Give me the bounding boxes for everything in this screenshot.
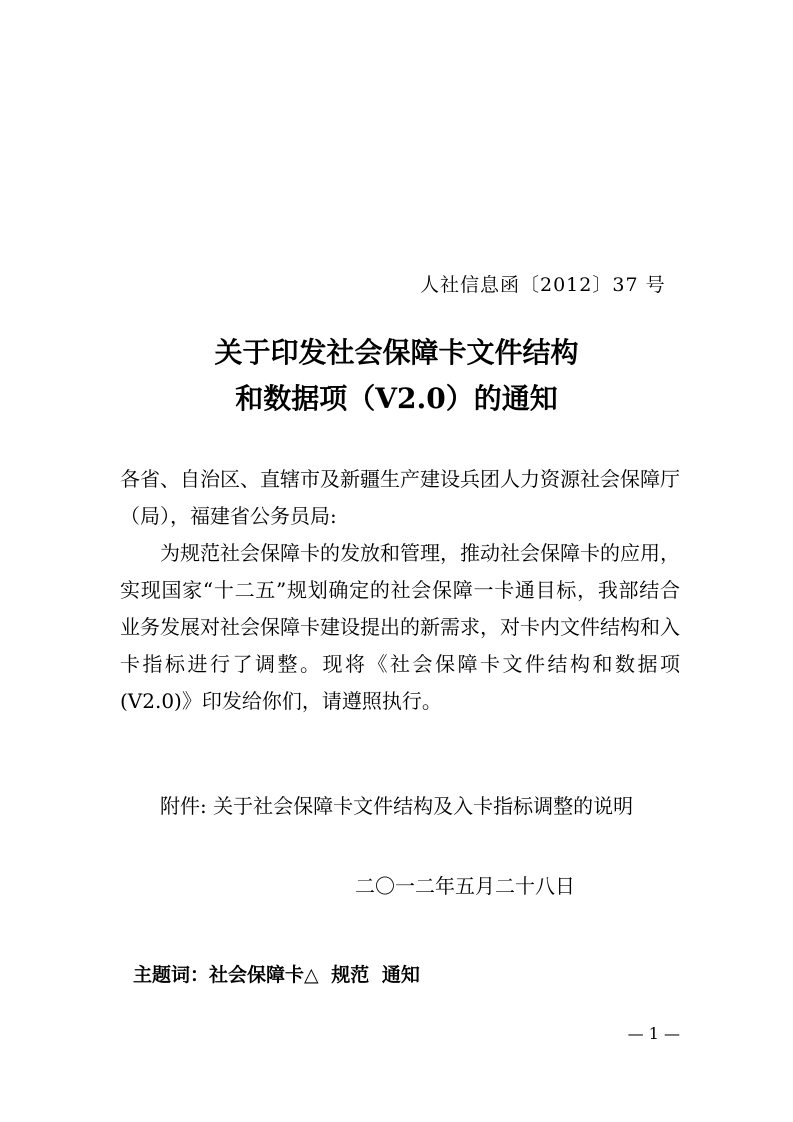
document-number: 人社信息函〔2012〕37 号 bbox=[420, 274, 666, 296]
attachment-line: 附件: 关于社会保障卡文件结构及入卡指标调整的说明 bbox=[160, 794, 634, 818]
title-line-1: 关于印发社会保障卡文件结构 bbox=[214, 336, 579, 369]
salutation: 各省、自治区、直辖市及新疆生产建设兵团人力资源社会保障厅（局），福建省公务员局: bbox=[120, 467, 680, 528]
body-paragraph: 为规范社会保障卡的发放和管理，推动社会保障卡的应用，实现国家“十二五”规划确定的社会保障一卡通目标，我部结合业务发展对社会保障卡建设提出的新需求，对卡内文件结构和入卡指标进行了调整。现将《社会保障卡文件结构和数据项(V2.0)》印发给你们，请遵照执行。 bbox=[120, 541, 680, 713]
page-number: — 1 — bbox=[627, 1024, 680, 1043]
subject-keyword: 通知 bbox=[381, 964, 420, 986]
document-title bbox=[120, 330, 673, 422]
subject-keyword: 规范 bbox=[331, 964, 370, 986]
subject-keywords bbox=[133, 960, 673, 987]
title-line-2: 和数据项（V2.0）的通知 bbox=[235, 382, 558, 415]
issue-date: 二〇一二年五月二十八日 bbox=[355, 874, 575, 898]
subject-label: 主题词： bbox=[133, 964, 210, 986]
subject-keyword: 社会保障卡△ bbox=[209, 964, 319, 986]
